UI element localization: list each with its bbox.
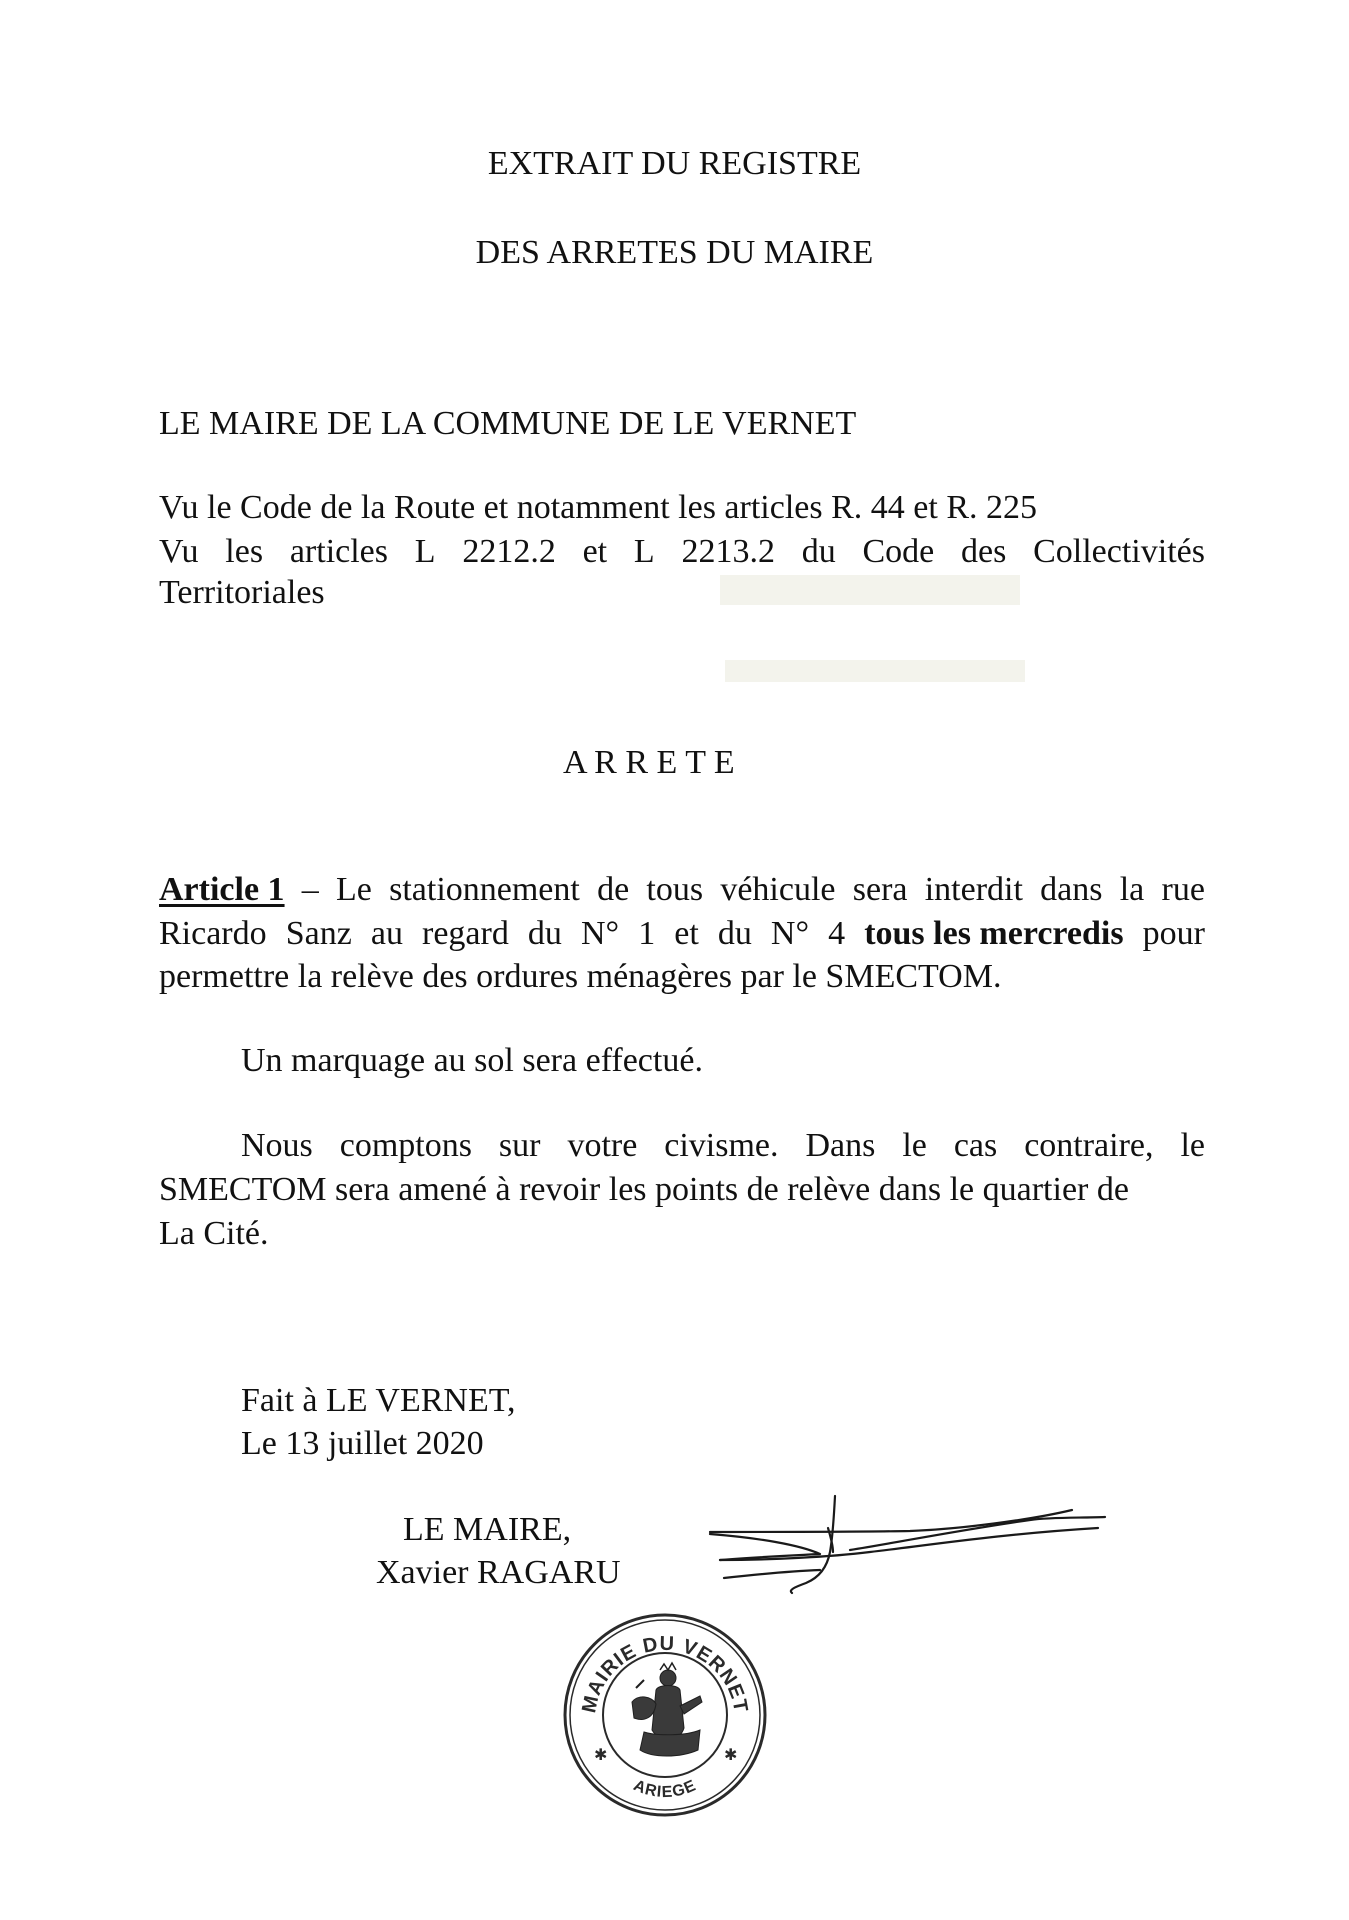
word: 2212.2: [462, 533, 556, 570]
word: regard: [422, 915, 509, 952]
word: Nous: [241, 1127, 313, 1164]
place-line: Fait à LE VERNET,: [241, 1382, 516, 1419]
header-line-2: DES ARRETES DU MAIRE: [475, 234, 874, 271]
word: et: [674, 915, 699, 952]
word: stationnement: [389, 871, 580, 908]
word: Code: [862, 533, 935, 570]
word: L: [633, 533, 655, 570]
civism-line-1: [241, 1126, 1205, 1166]
word: interdit: [924, 871, 1023, 908]
seal-bottom-text: ARIEGE: [630, 1777, 700, 1802]
word: Collectivités: [1033, 533, 1205, 570]
word: N°: [770, 915, 810, 952]
word: et: [582, 533, 608, 570]
word: du: [801, 533, 836, 570]
word: le: [902, 1127, 927, 1164]
word: de: [597, 871, 630, 908]
signatory-name: Xavier RAGARU: [376, 1554, 621, 1591]
word: véhicule: [720, 871, 836, 908]
word: Ricardo: [159, 915, 267, 952]
signatory-title: LE MAIRE,: [403, 1511, 572, 1548]
civism-line-2: SMECTOM sera amené à revoir les points de relève dans le quartier de: [159, 1171, 1129, 1208]
consideration-line-2: [159, 532, 1205, 572]
word: articles: [289, 533, 388, 570]
word: Vu: [159, 533, 199, 570]
article-1-label: Article 1: [159, 871, 285, 908]
decision-title: A R R E T E: [563, 744, 735, 781]
word: 2213.2: [681, 533, 775, 570]
word: Le: [336, 871, 372, 908]
article-1-line-2: [159, 914, 1205, 954]
word: 1: [638, 915, 656, 952]
svg-text:✱: ✱: [724, 1745, 738, 1764]
date-line: Le 13 juillet 2020: [241, 1425, 484, 1462]
word: L: [414, 533, 436, 570]
word: pour: [1142, 915, 1205, 952]
word: dans: [1040, 871, 1103, 908]
word: sur: [498, 1127, 541, 1164]
civism-line-3: La Cité.: [159, 1215, 269, 1252]
handwritten-signature-icon: [700, 1490, 1110, 1600]
word: la: [1119, 871, 1145, 908]
authority-line: LE MAIRE DE LA COMMUNE DE LE VERNET: [159, 405, 857, 442]
scan-smudge: [720, 575, 1020, 605]
word: des: [961, 533, 1007, 570]
svg-text:✱: ✱: [594, 1745, 608, 1764]
word: civisme.: [664, 1127, 779, 1164]
word: 4: [828, 915, 846, 952]
word: contraire,: [1024, 1127, 1154, 1164]
word: du: [717, 915, 752, 952]
seal-top-text: MAIRIE DU VERNET: [578, 1632, 752, 1715]
word: cas: [953, 1127, 998, 1164]
header-line-1: EXTRAIT DU REGISTRE: [487, 145, 862, 182]
ground-marking-line: Un marquage au sol sera effectué.: [241, 1042, 703, 1079]
emphasis-weekday: tous les mercredis: [864, 915, 1124, 952]
word: votre: [567, 1127, 638, 1164]
word: Sanz: [285, 915, 352, 952]
word: les: [225, 533, 264, 570]
mairie-seal-icon: [560, 1610, 770, 1820]
scan-smudge: [725, 660, 1025, 682]
word: comptons: [339, 1127, 472, 1164]
consideration-line-3: Territoriales: [159, 574, 325, 611]
word: Dans: [805, 1127, 876, 1164]
word: au: [370, 915, 403, 952]
article-1-line-3: permettre la relève des ordures ménagères par le SMECTOM.: [159, 958, 1002, 995]
word: N°: [580, 915, 620, 952]
consideration-line-1: Vu le Code de la Route et notamment les articles R. 44 et R. 225: [159, 489, 1037, 526]
word: du: [527, 915, 562, 952]
word: rue: [1161, 871, 1205, 908]
word: tous: [646, 871, 704, 908]
article-1-line-1: [159, 870, 1205, 910]
word: le: [1180, 1127, 1205, 1164]
word: –: [301, 871, 319, 908]
word: sera: [852, 871, 908, 908]
